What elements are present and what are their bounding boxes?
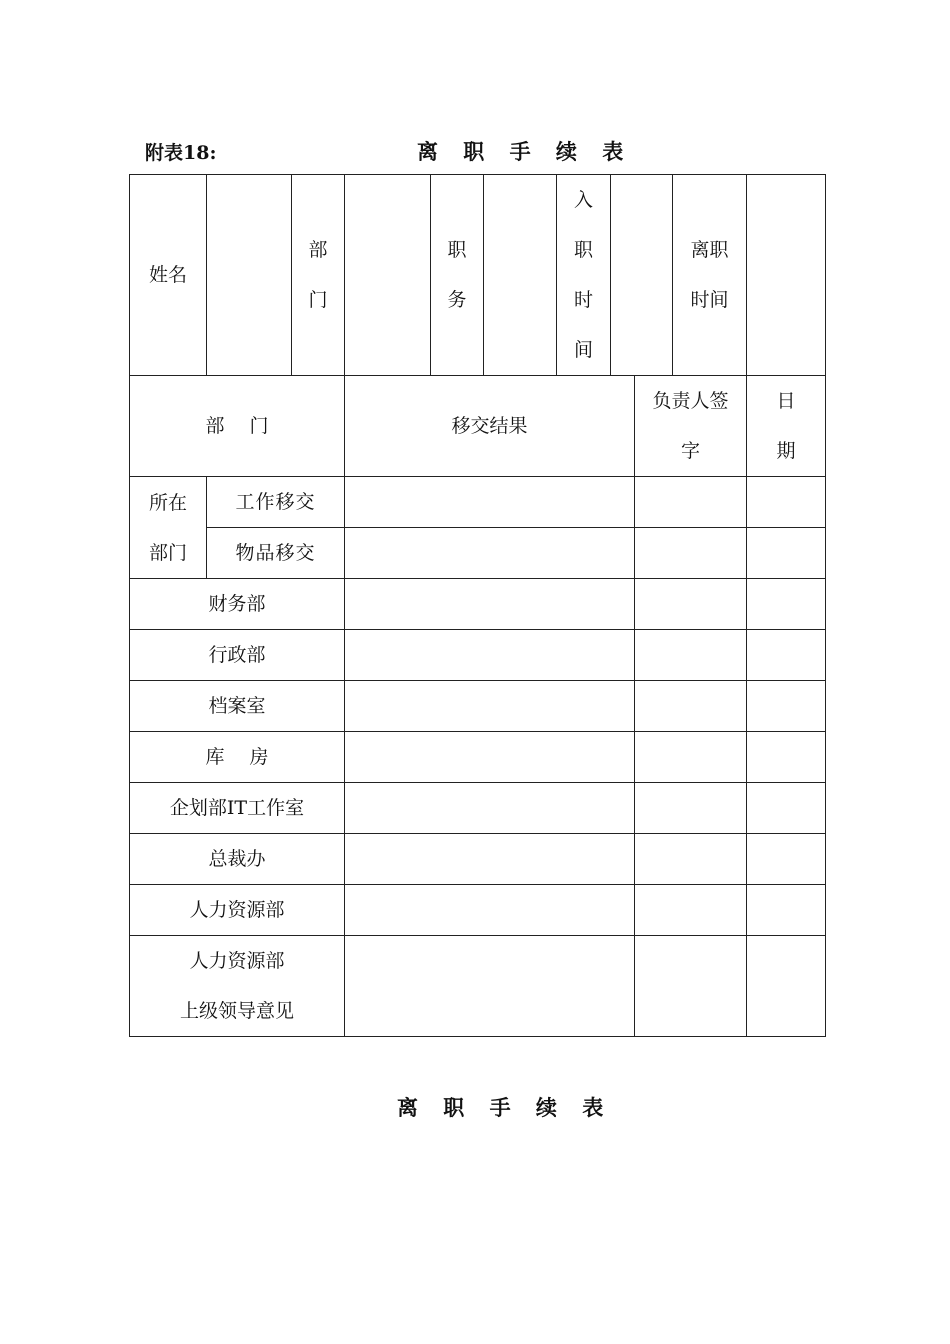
department-label-cell (130, 885, 345, 936)
department-label-cell (130, 579, 345, 630)
signer-header-cell (635, 376, 747, 477)
department-warehouse: 库 房 (205, 746, 269, 768)
leave-date-label: 离职时间 (690, 239, 729, 311)
table-row (130, 936, 826, 1037)
handover-result-header-cell (345, 376, 635, 477)
department-hr: 人力资源部 (189, 899, 285, 921)
result-input-cell[interactable] (345, 936, 635, 1037)
document-header (0, 136, 950, 168)
result-input-cell[interactable] (345, 630, 635, 681)
work-handover-cell (207, 477, 345, 528)
table-row (130, 885, 826, 936)
date-input-cell[interactable] (747, 579, 826, 630)
name-label-cell (130, 175, 207, 376)
date-input-cell[interactable] (747, 681, 826, 732)
table-row (130, 579, 826, 630)
department-header: 部 门 (205, 415, 269, 437)
handover-result-header: 移交结果 (451, 415, 528, 437)
work-handover-label: 工作移交 (235, 491, 316, 513)
resignation-form-table (129, 174, 826, 1037)
department-president-office: 总裁办 (208, 848, 266, 870)
column-header-row (130, 376, 826, 477)
department-header-cell (130, 376, 345, 477)
date-input-cell[interactable] (747, 630, 826, 681)
date-input-cell[interactable] (747, 732, 826, 783)
hr-supervisor-cell (130, 936, 345, 1037)
leave-date-label-cell (673, 175, 747, 376)
table-row (130, 528, 826, 579)
date-header-cell (747, 376, 826, 477)
hire-date-label-cell (557, 175, 611, 376)
date-input-cell[interactable] (747, 885, 826, 936)
department-finance: 财务部 (208, 593, 266, 615)
signer-input-cell[interactable] (635, 528, 747, 579)
result-input-cell[interactable] (345, 477, 635, 528)
signer-input-cell[interactable] (635, 834, 747, 885)
date-input-cell[interactable] (747, 477, 826, 528)
own-department-label: 所在部门 (148, 491, 187, 564)
item-handover-cell (207, 528, 345, 579)
name-input-cell[interactable] (207, 175, 292, 376)
signer-input-cell[interactable] (635, 579, 747, 630)
department-archives: 档案室 (208, 695, 266, 717)
signer-input-cell[interactable] (635, 630, 747, 681)
signer-input-cell[interactable] (635, 783, 747, 834)
result-input-cell[interactable] (345, 579, 635, 630)
date-input-cell[interactable] (747, 528, 826, 579)
position-input-cell[interactable] (484, 175, 557, 376)
dept-label: 部门 (308, 239, 328, 311)
hr-supervisor-label: 人力资源部 上级领导意见 (179, 950, 294, 1022)
table-row (130, 630, 826, 681)
result-input-cell[interactable] (345, 528, 635, 579)
hire-date-input-cell[interactable] (611, 175, 673, 376)
employee-info-row (130, 175, 826, 376)
signer-input-cell[interactable] (635, 477, 747, 528)
result-input-cell[interactable] (345, 885, 635, 936)
department-label-cell (130, 834, 345, 885)
table-row (130, 834, 826, 885)
department-label-cell (130, 630, 345, 681)
dept-label-cell (292, 175, 345, 376)
signer-input-cell[interactable] (635, 732, 747, 783)
signer-input-cell[interactable] (635, 885, 747, 936)
date-input-cell[interactable] (747, 783, 826, 834)
department-planning-it: 企划部IT工作室 (169, 797, 305, 819)
leave-date-input-cell[interactable] (747, 175, 826, 376)
signer-input-cell[interactable] (635, 681, 747, 732)
table-row (130, 783, 826, 834)
appendix-label: 附表18: (145, 142, 217, 164)
item-handover-label: 物品移交 (235, 542, 316, 564)
hire-date-label: 入职时间 (573, 189, 593, 361)
own-department-cell (130, 477, 207, 579)
department-label-cell (130, 681, 345, 732)
position-label-cell (431, 175, 484, 376)
result-input-cell[interactable] (345, 834, 635, 885)
document-title: 离 职 手 续 表 (417, 140, 633, 164)
result-input-cell[interactable] (345, 681, 635, 732)
result-input-cell[interactable] (345, 732, 635, 783)
position-label: 职务 (447, 239, 467, 311)
department-admin: 行政部 (208, 644, 266, 666)
footer-title: 离 职 手 续 表 (397, 1096, 613, 1120)
signer-input-cell[interactable] (635, 936, 747, 1037)
name-label: 姓名 (148, 264, 187, 286)
table-row (130, 681, 826, 732)
department-label-cell (130, 732, 345, 783)
date-input-cell[interactable] (747, 936, 826, 1037)
table-row (130, 477, 826, 528)
result-input-cell[interactable] (345, 783, 635, 834)
date-header: 日期 (776, 390, 796, 462)
date-input-cell[interactable] (747, 834, 826, 885)
table-row (130, 732, 826, 783)
dept-input-cell[interactable] (345, 175, 431, 376)
department-label-cell (130, 783, 345, 834)
signer-header: 负责人签字 (652, 390, 729, 462)
